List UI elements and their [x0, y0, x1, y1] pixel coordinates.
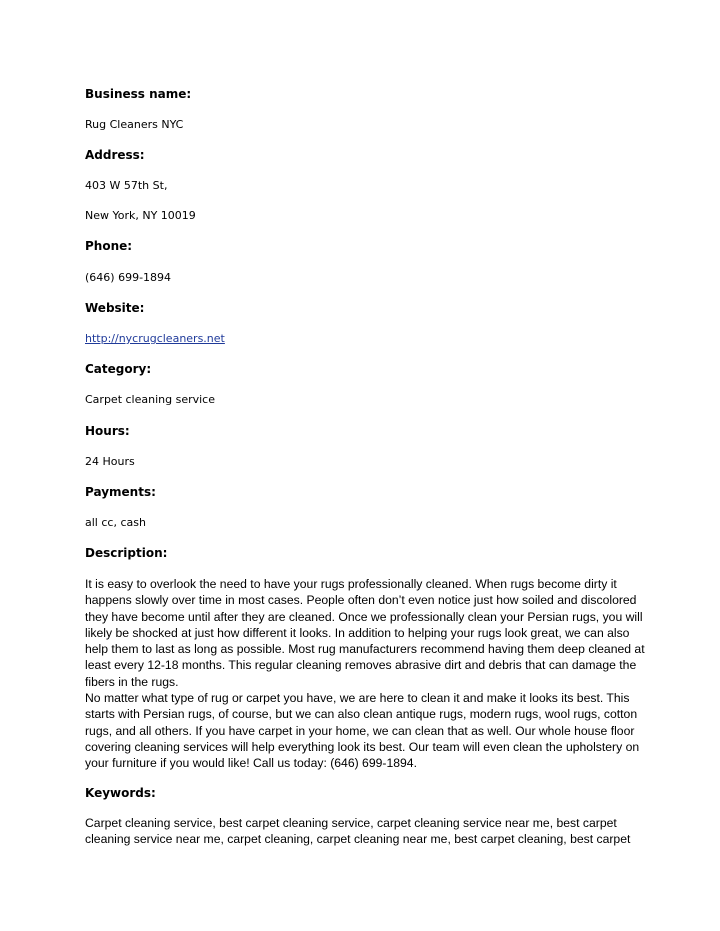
address-line-2: New York, NY 10019 — [85, 209, 196, 222]
description-line: It is easy to overlook the need to have your rugs professionally cleaned. When rugs become dirty it — [85, 577, 617, 591]
category-value: Carpet cleaning service — [85, 393, 215, 406]
description-line: rugs, and all others. If you have carpet in your home, we can clean that as well. Our whole house floor — [85, 723, 635, 738]
address-heading: Address: — [85, 148, 145, 162]
keywords-line: Carpet cleaning service, best carpet cleaning service, carpet cleaning service near me, best carpet — [85, 816, 617, 830]
payments-value: all cc, cash — [85, 516, 146, 529]
description-line: happens slowly over time in most cases. People often don’t even notice just how soiled and discolored — [85, 593, 637, 608]
description-line: fibers in the rugs. — [85, 674, 179, 689]
description-line: starts with Persian rugs, of course, but we can also clean antique rugs, modern rugs, wool rugs, cotton — [85, 707, 638, 722]
description-line: likely be shocked at just how different it looks. In addition to helping your rugs look great, we can also — [85, 625, 630, 640]
hours-heading: Hours: — [85, 424, 130, 438]
description-line: No matter what type of rug or carpet you have, we are here to clean it and make it looks its best. This — [85, 691, 630, 706]
keywords-heading: Keywords: — [85, 786, 156, 800]
keywords-body — [85, 815, 635, 848]
website-link[interactable]: http://nycrugcleaners.net — [85, 332, 225, 345]
description-heading: Description: — [85, 546, 168, 560]
payments-heading: Payments: — [85, 485, 156, 499]
phone-heading: Phone: — [85, 239, 133, 253]
description-line: least every 12-18 months. This regular cleaning removes abrasive dirt and debris that can damage the — [85, 658, 637, 673]
category-heading: Category: — [85, 362, 152, 376]
phone-value: (646) 699-1894 — [85, 271, 172, 284]
description-line: covering cleaning services will help everything look its best. Our team will even clean the upholstery on — [85, 739, 640, 754]
hours-value: 24 Hours — [85, 455, 135, 468]
website-heading: Website: — [85, 301, 145, 315]
business-name-heading: Business name: — [85, 87, 192, 101]
description-line: help them to last as long as possible. Most rug manufacturers recommend having them deep cleaned at — [85, 642, 645, 657]
address-line-1: 403 W 57th St, — [85, 179, 168, 192]
description-line: your furniture if you would like! Call us today: (646) 699-1894. — [85, 756, 417, 771]
description-body — [85, 576, 645, 772]
keywords-line: cleaning service near me, carpet cleaning, carpet cleaning near me, best carpet cleaning, best carpet — [85, 832, 631, 847]
description-line: they have become until after they are cleaned. Once we professionally clean your Persian rugs, you will — [85, 609, 643, 624]
business-name-value: Rug Cleaners NYC — [85, 118, 184, 131]
